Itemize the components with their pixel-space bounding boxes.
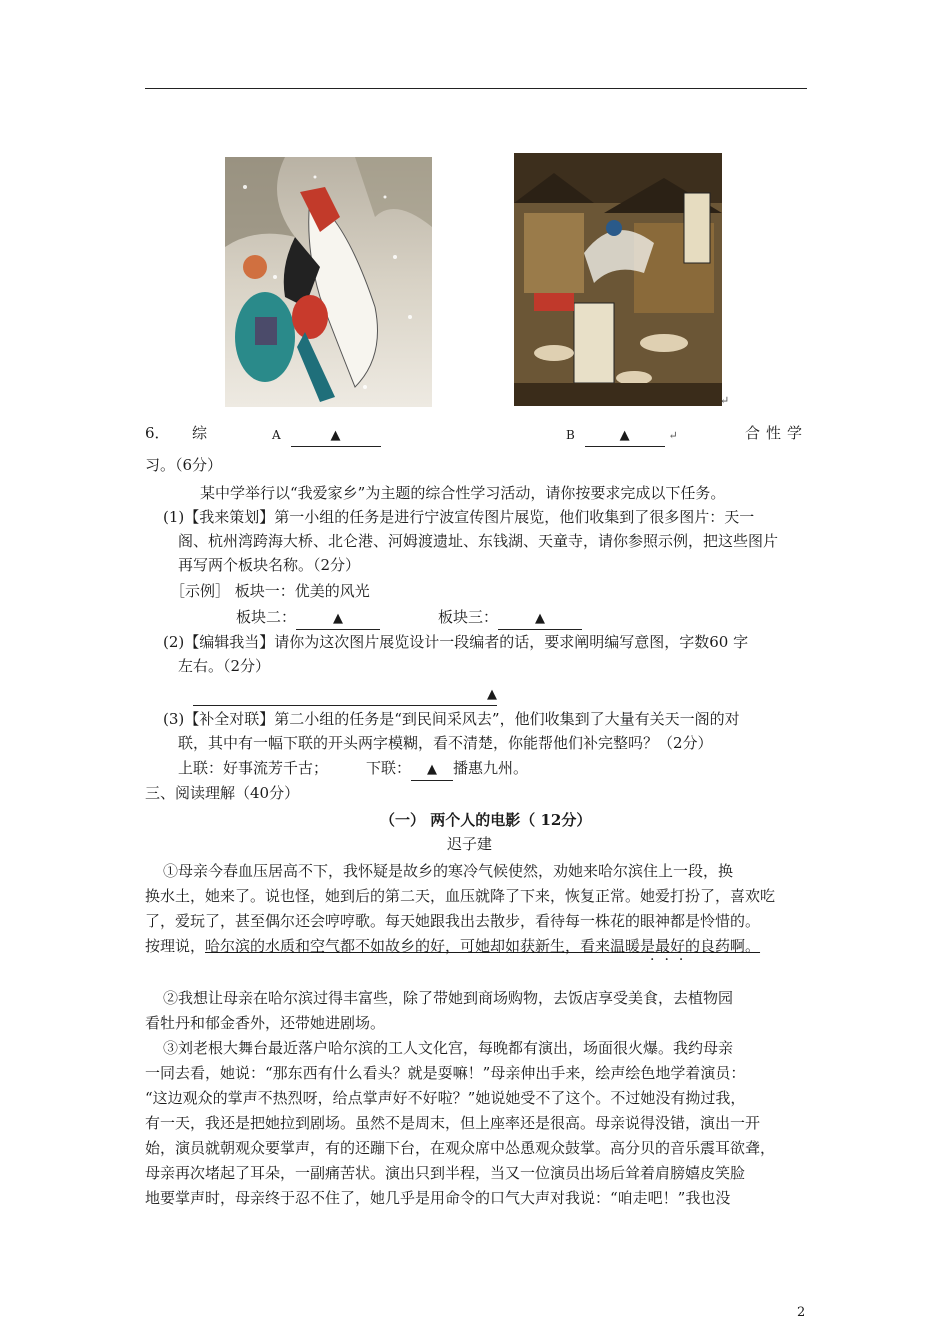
- couplet-blank[interactable]: ▲: [411, 758, 453, 781]
- q6-example: ［示例］ 板块一：优美的风光: [170, 582, 370, 600]
- couplet-lower-suffix: 播惠九州。: [453, 759, 529, 777]
- article-author: 迟子建: [447, 835, 493, 853]
- para3-line3: “这边观众的掌声不热烈呀，给点掌声好不好啦？”她说她受不了这个。不过她没有拗过我，: [145, 1089, 746, 1107]
- para3-line6: 母亲再次堵起了耳朵，一副痛苦状。演出只到半程，当又一位演员出场后耸着肩膀嬉皮笑脸: [145, 1164, 746, 1182]
- header-rule: [145, 88, 807, 89]
- return-mark-b: ↵: [668, 429, 678, 442]
- emphasis-dots: ···: [650, 952, 694, 968]
- block3-label: 板块三：: [438, 608, 499, 626]
- para1-line1: ①母亲今春血压居高不下，我怀疑是故乡的寒冷气候使然，劝她来哈尔滨住上一段，换: [163, 862, 734, 880]
- q6-part3-line1: (3)【补全对联】第二小组的任务是“到民间采风去”，他们收集到了大量有关天一阁的对: [163, 710, 740, 728]
- para3-line1: ③刘老根大舞台最近落户哈尔滨的工人文化宫，每晚都有演出，场面很火爆。我约母亲: [163, 1039, 734, 1057]
- para1-line4-prefix: 按理说，: [145, 937, 206, 955]
- caption-a-blank[interactable]: ▲: [291, 425, 381, 447]
- part2-answer-blank[interactable]: ▲: [193, 683, 497, 706]
- para2-line1: ②我想让母亲在哈尔滨过得丰富些，除了带她到商场购物，去饭店享受美食，去植物园: [163, 989, 734, 1007]
- q6-part1-line1: (1)【我来策划】第一小组的任务是进行宁波宣传图片展览，他们收集到了很多图片：天一: [163, 508, 755, 526]
- section-heading: 三、阅读理解（40分）: [145, 784, 300, 802]
- couplet-upper: 上联：好事流芳千古；: [178, 759, 329, 777]
- para1-line3: 了，爱玩了，甚至偶尔还会哼哼歌。每天她跟我出去散步，看待每一株花的眼神都是怜惜的。: [145, 912, 761, 930]
- illustration-b: [514, 153, 722, 406]
- block2-blank[interactable]: ▲: [296, 607, 380, 630]
- return-mark: ↵: [720, 394, 730, 407]
- q6-number: 6．: [145, 424, 170, 442]
- q6-intro: 某中学举行以“我爱家乡”为主题的综合性学习活动，请你按要求完成以下任务。: [200, 484, 726, 502]
- para1-underlined-sentence: 哈尔滨的水质和空气都不如故乡的好，可她却如获新生，看来温暖是最好的良药啊。: [205, 937, 761, 955]
- q6-word-2: 合性学: [745, 424, 809, 442]
- q6-part1-line3: 再写两个板块名称。（2分）: [178, 556, 361, 574]
- caption-b-label: B: [566, 428, 575, 442]
- para1-line2: 换水土，她来了。说也怪，她到后的第二天，血压就降了下来，恢复正常。她爱打扮了，喜欢吃: [145, 887, 776, 905]
- q6-part3-line2: 联，其中有一幅下联的开头两字模糊，看不清楚，你能帮他们补完整吗？（2分）: [178, 734, 713, 752]
- couplet-lower-prefix: 下联：: [366, 759, 412, 777]
- q6-part2-line2: 左右。（2分）: [178, 657, 271, 675]
- para3-line2: 一同去看，她说：“那东西有什么看头？就是耍嘛！”母亲伸出手来，绘声绘色地学着演员：: [145, 1064, 746, 1082]
- para3-line5: 始，演员就朝观众要掌声，有的还蹦下台，在观众席中怂恿观众鼓掌。高分贝的音乐震耳欲聋，: [145, 1139, 776, 1157]
- para3-line4: 有一天，我还是把她拉到剧场。虽然不是周末，但上座率还是很高。母亲说得没错，演出一开: [145, 1114, 761, 1132]
- q6-part1-line2: 阁、杭州湾跨海大桥、北仑港、河姆渡遗址、东钱湖、天童寺，请你参照示例，把这些图片: [178, 532, 779, 550]
- para2-line2: 看牡丹和郁金香外，还带她进剧场。: [145, 1014, 386, 1032]
- caption-a-label: A: [272, 428, 281, 442]
- block3-blank[interactable]: ▲: [498, 607, 582, 630]
- q6-word-1: 综: [192, 424, 208, 442]
- caption-b-blank[interactable]: ▲: [585, 425, 665, 447]
- page-number: 2: [797, 1305, 806, 1320]
- article-title: （一） 两个人的电影（ 12分）: [380, 811, 592, 829]
- q6-word-3: 习。（6分）: [145, 456, 223, 474]
- block2-label: 板块二：: [236, 608, 297, 626]
- q6-part2-line1: (2)【编辑我当】请你为这次图片展览设计一段编者的话，要求阐明编写意图，字数60 字: [163, 633, 749, 651]
- para3-line7: 地要掌声时，母亲终于忍不住了，她几乎是用命令的口气大声对我说：“咱走吧！”我也没: [145, 1189, 731, 1207]
- illustration-a: [225, 157, 432, 407]
